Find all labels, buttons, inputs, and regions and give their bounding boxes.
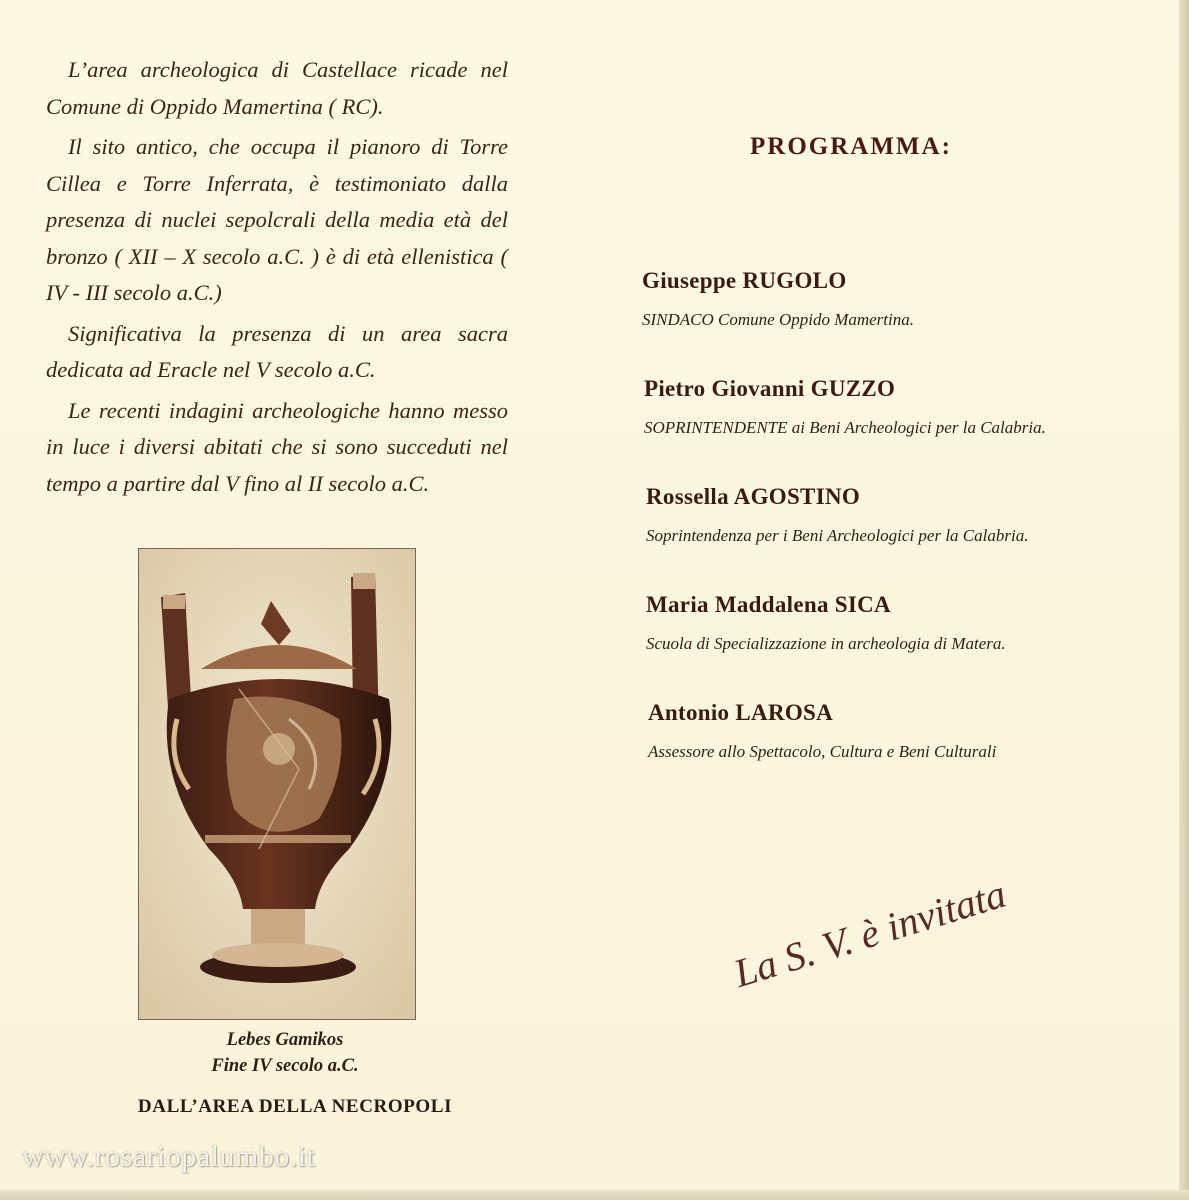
intro-paragraph-2: Il sito antico, che occupa il pianoro di Torre Cillea e Torre Inferrata, è testimoniato dalla presenza di nuclei sepolcrali della media età del bronzo ( XII – X secolo a.C. ) è di età ellenistica ( IV - III secolo a.C.): [46, 134, 508, 305]
page-edge-right: [1179, 0, 1189, 1200]
figure-caption-date: Fine IV secolo a.C.: [211, 1056, 359, 1076]
intro-text: [46, 52, 508, 502]
speaker-role-1: SINDACO Comune Oppido Mamertina.: [642, 310, 914, 329]
speaker-role-2: SOPRINTENDENTE ai Beni Archeologici per la Calabria.: [644, 418, 1046, 437]
speaker-role-5: Assessore allo Spettacolo, Cultura e Beni Culturali: [648, 742, 997, 761]
speaker-name-3: Rossella AGOSTINO: [646, 484, 861, 509]
programma-title: PROGRAMMA:: [750, 133, 952, 160]
lebes-gamikos-image: [139, 549, 415, 1019]
invitation-text: La S. V. è invitata: [728, 870, 1011, 997]
speaker-name-2: Pietro Giovanni GUZZO: [644, 376, 896, 401]
speaker-name-5: Antonio LAROSA: [648, 700, 834, 725]
intro-paragraph-1: L’area archeologica di Castellace ricade nel Comune di Oppido Mamertina ( RC).: [46, 57, 508, 119]
figure-caption-source: DALL’AREA DELLA NECROPOLI: [137, 1096, 453, 1117]
vase-photo: [138, 548, 416, 1020]
speaker-role-4: Scuola di Specializzazione in archeologia di Matera.: [646, 634, 1006, 653]
page-edge-bottom: [0, 1190, 1189, 1200]
speaker-role-3: Soprintendenza per i Beni Archeologici per la Calabria.: [646, 526, 1029, 545]
figure-caption-title: Lebes Gamikos: [226, 1030, 344, 1050]
speaker-name-1: Giuseppe RUGOLO: [642, 268, 847, 293]
intro-paragraph-3: Significativa la presenza di un area sacra dedicata ad Eracle nel V secolo a.C.: [46, 320, 508, 382]
speaker-name-4: Maria Maddalena SICA: [646, 592, 891, 617]
watermark: www.rosariopalumbo.it: [22, 1140, 316, 1173]
intro-paragraph-4: Le recenti indagini archeologiche hanno messo in luce i diversi abitati che si sono succeduti nel tempo a partire dal V fino al II secolo a.C.: [46, 397, 508, 496]
